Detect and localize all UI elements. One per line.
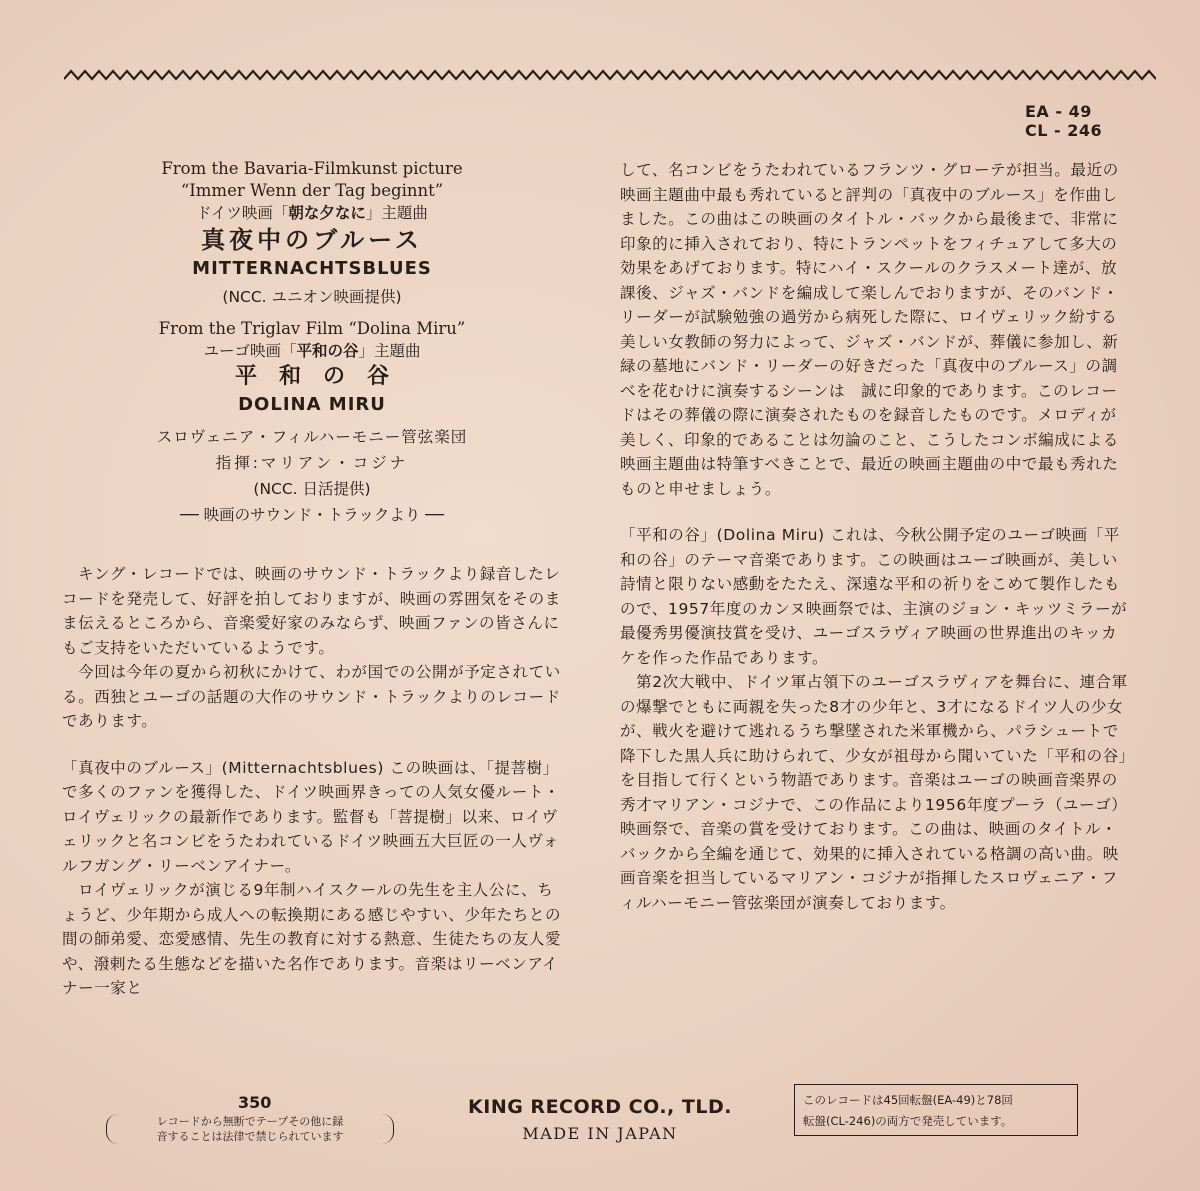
- right-paragraph-2: 「平和の谷」(Dolina Miru) これは、今秋公開予定のユーゴ映画「平和の谷」のテーマ音楽であります。この映画はユーゴ映画が、美しい詩情と限りない感動をたたえ、深遠な平和の祈りをこめて製作したもので、1957年度のカンヌ映画祭では、主演のジョン・キッツミラーが最優秀男優演技賞を受け、ユーゴスラヴィア映画の世界進出のキッカケを作った作品であります。: [620, 526, 1128, 667]
- catalog-code-cl: CL - 246: [1025, 121, 1103, 140]
- title-1-japanese: 真夜中のブルース: [201, 226, 423, 254]
- film-line-1: ドイツ映画「朝な夕なに」主題曲: [196, 204, 428, 222]
- left-paragraph-1: キング・レコードでは、映画のサウンド・トラックより録音したレコードを発売して、好評を拍しておりますが、映画の雰囲気をそのまま伝えるところから、音楽愛好家のみならず、映画ファンの皆さんにもご支持をいただいているようです。: [62, 565, 561, 657]
- speed-note-box: [794, 1084, 1078, 1136]
- copy-warning: [106, 1114, 394, 1144]
- film-line-2: ユーゴ映画「平和の谷」主題曲: [203, 342, 421, 360]
- copy-warning-line-2: 音することは法律で禁じられています: [156, 1130, 344, 1143]
- conductor: 指揮:マリアン・コジナ: [215, 454, 409, 472]
- copy-warning-line-1: レコードから無断でテープその他に録: [156, 1115, 344, 1128]
- left-paragraph-2: 今回は今年の夏から初秋にかけて、わが国での公開が予定されている。西独とユーゴの話題の大作のサウンド・トラックよりのレコードであります。: [62, 663, 561, 730]
- source-line-3: From the Triglav Film “Dolina Miru”: [158, 319, 466, 338]
- made-in-japan: MADE IN JAPAN: [522, 1124, 678, 1143]
- source-line-2: “Immer Wenn der Tag beginnt”: [180, 181, 444, 200]
- price: 350: [238, 1093, 272, 1112]
- speed-note-line-2: 転盤(CL-246)の両方で発売しています。: [803, 1114, 1013, 1128]
- right-column: [620, 158, 1128, 915]
- credit-2: (NCC. 日活提供): [253, 480, 371, 498]
- right-paragraph-1: して、名コンビをうたわれているフランツ・グローテが担当。最近の映画主題曲中最も秀れていると評判の「真夜中のブルース」を作曲しました。この曲はこの映画のタイトル・バックから最後まで、非常に印象的に挿入されており、特にトランペットをフィチュアして多大の効果をあげております。特にハイ・スクールのクラスメート達が、放課後、ジャズ・バンドを編成して楽しんでおりますが、そのバンド・リーダーが試験勉強の過労から病死した際に、ロイヴェリック紛する美しい女教師の努力によって、ジャズ・バンドが、葬儀に参加し、新緑の墓地にバンド・リーダーの好きだった「真夜中のブルース」の調べを花むけに演奏するシーンは 誠に印象的であります。このレコードはその葬儀の際に演奏されたものを録音したものです。メロディが美しく、印象的であることは勿論のこと、こうしたコンボ編成による映画主題曲は特筆すべきことで、最近の映画主題曲の中で最も秀れたものと申せましょう。: [620, 161, 1119, 498]
- title-2-japanese: 平和の谷: [234, 364, 411, 389]
- left-paragraph-4: ロイヴェリックが演じる9年制ハイスクールの先生を主人公に、ちょうど、少年期から成人への転換期にある感じやすい、少年たちとの間の師弟愛、恋愛感情、先生の教育に対する熱意、生徒たちの友人愛や、潑剌たる生態などを描いた名作であります。音楽はリーベンアイナー一家と: [62, 881, 562, 997]
- title-2-english: DOLINA MIRU: [238, 394, 386, 415]
- catalog-code-ea: EA - 49: [1025, 102, 1092, 121]
- zigzag-border: [64, 68, 1156, 82]
- header-block: [62, 158, 562, 528]
- soundtrack-note: ── 映画のサウンド・トラックより ──: [180, 506, 444, 524]
- speed-note-line-1: このレコードは45回転盤(EA-49)と78回: [803, 1093, 1013, 1107]
- right-paragraph-3: 第2次大戦中、ドイツ軍占領下のユーゴスラヴィアを舞台に、連合軍の爆撃でともに両親を失った8才の少年と、3才になるドイツ人の少女が、戦火を避けて逃れるうち撃墜された米軍機から、パラシュートで降下した黒人兵に助けられて、少女が祖母から聞いていた「平和の谷」を目指して行くという物語であります。音楽はユーゴの映画音楽界の秀才マリアン・コジナで、この作品により1956年度プーラ（ユーゴ）映画祭で、音楽の賞を受けております。この曲は、映画のタイトル・バックから全編を通じて、効果的に挿入されている格調の高い曲。映画音楽を担当しているマリアン・コジナが指揮したスロヴェニア・フィルハーモニー管弦楽団が演奏しております。: [620, 673, 1128, 912]
- source-line-1: From the Bavaria-Filmkunst picture: [161, 159, 463, 178]
- credit-1: (NCC. ユニオン映画提供): [222, 288, 402, 306]
- left-column: [62, 562, 562, 1001]
- company-name: KING RECORD CO., TLD.: [468, 1096, 732, 1118]
- orchestra: スロヴェニア・フィルハーモニー管弦楽団: [156, 428, 468, 446]
- title-1-english: MITTERNACHTSBLUES: [192, 258, 432, 279]
- left-paragraph-3: 「真夜中のブルース」(Mitternachtsblues) この映画は、「提菩樹」で多くのファンを獲得した、ドイツ映画界きっての人気女優ルート・ロイヴェリックの最新作であります。監督も「菩提樹」以来、ロイヴェリックと名コンビをうたわれているドイツ映画五大巨匠の一人ヴォルフガング・リーベンアイナー。: [62, 758, 561, 875]
